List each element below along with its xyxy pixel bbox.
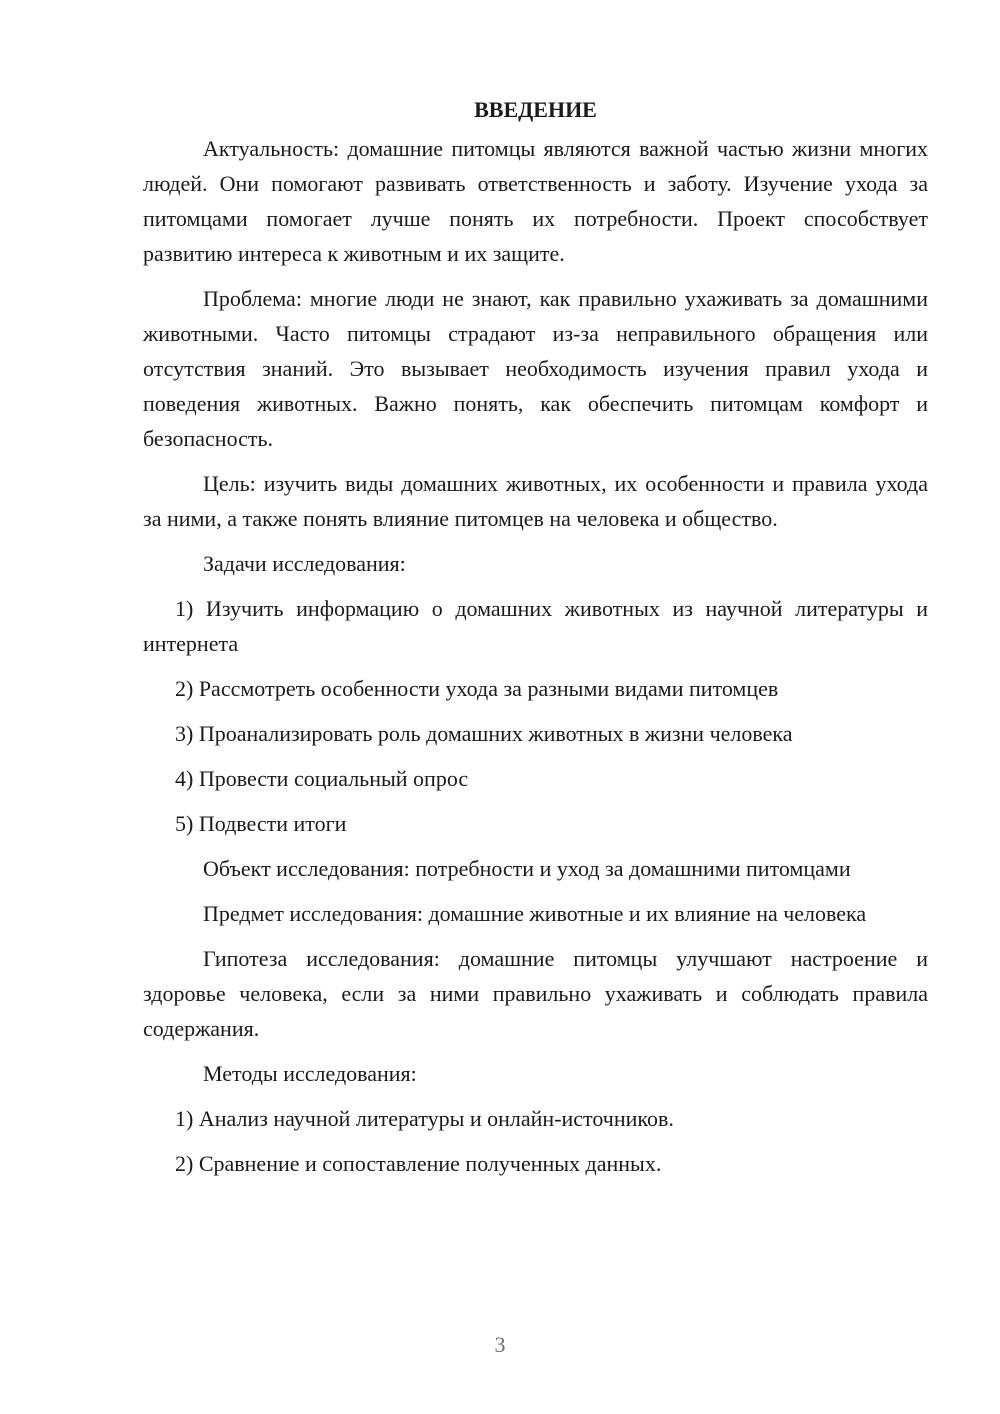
page-title: ВВЕДЕНИЕ xyxy=(474,97,597,122)
task-item: 5) Подвести итоги xyxy=(175,811,347,836)
task-item: 2) Рассмотреть особенности ухода за разными видами питомцев xyxy=(175,676,779,701)
goal-paragraph: Цель: изучить виды домашних животных, их особенности и правила ухода за ними, а также понять влияние питомцев на человека и общество. xyxy=(143,471,928,531)
subject-paragraph: Предмет исследования: домашние животные и их влияние на человека xyxy=(203,901,867,926)
tasks-heading: Задачи исследования: xyxy=(203,551,406,576)
document-body xyxy=(143,92,928,1181)
method-item: 1) Анализ научной литературы и онлайн-источников. xyxy=(175,1106,674,1131)
problem-paragraph: Проблема: многие люди не знают, как правильно ухаживать за домашними животными. Часто питомцы страдают из-за неправильного обращения или отсутствия знаний. Это вызывает необходимость изучения правил ухода и поведения животных. Важно понять, как обеспечить питомцам комфорт и безопасность. xyxy=(143,286,928,451)
task-item: 4) Провести социальный опрос xyxy=(175,766,469,791)
methods-list xyxy=(143,1101,928,1181)
task-item: 3) Проанализировать роль домашних животных в жизни человека xyxy=(175,721,793,746)
method-item: 2) Сравнение и сопоставление полученных данных. xyxy=(175,1151,662,1176)
relevance-paragraph: Актуальность: домашние питомцы являются важной частью жизни многих людей. Они помогают развивать ответственность и заботу. Изучение ухода за питомцами помогает лучше понять их потребности. Проект способствует развитию интереса к животным и их защите. xyxy=(143,136,928,266)
object-paragraph: Объект исследования: потребности и уход за домашними питомцами xyxy=(203,856,851,881)
methods-heading: Методы исследования: xyxy=(203,1061,417,1086)
tasks-list xyxy=(143,591,928,841)
page-number: 3 xyxy=(494,1332,506,1357)
hypothesis-paragraph: Гипотеза исследования: домашние питомцы улучшают настроение и здоровье человека, если за ними правильно ухаживать и соблюдать правила содержания. xyxy=(143,946,928,1041)
task-item: 1) Изучить информацию о домашних животных из научной литературы и интернета xyxy=(143,596,928,656)
